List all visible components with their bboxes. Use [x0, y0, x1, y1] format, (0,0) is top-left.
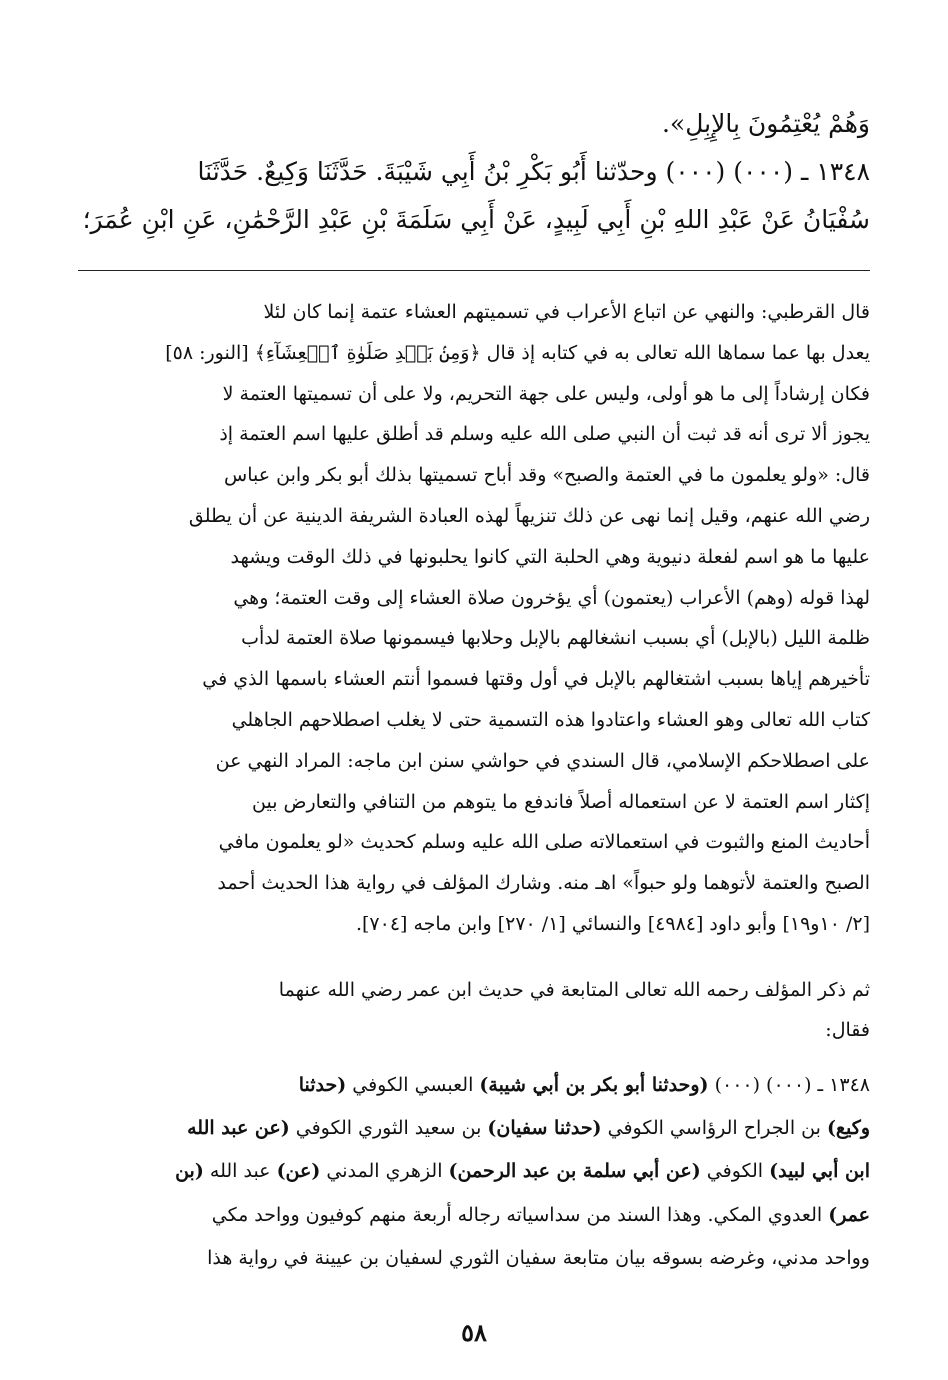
mention-line: فقال:	[825, 1019, 870, 1041]
quoted-narrator: عمر)	[828, 1203, 870, 1226]
hadith-line: وَهُمْ يُعْتِمُونَ بِالإِبِلِ».	[661, 109, 870, 138]
hadith-line: ١٣٤٨ ـ (٠٠٠) (٠٠٠) وحدّثنا أَبُو بَكْرِ بْنُ أَبِي شَيْبَةَ. حَدَّثَنَا وَكِيعٌ. حَدَّثَنَا	[197, 157, 870, 186]
commentary-line: يعدل بها عما سماها الله تعالى به في كتابه إذ قال ﴿وَمِنۢ بَعۡدِ صَلَوٰةِ ٱلۡعِشَآءِ﴾ [النور: ٥٨]	[165, 341, 870, 364]
commentary-line: قال: «ولو يعلمون ما في العتمة والصبح» وقد أباح تسميتها بذلك أبو بكر وابن عباس	[224, 464, 870, 487]
quoted-narrator: (وحدثنا أبو بكر بن أبي شيبة)	[479, 1074, 709, 1096]
quoted-narrator: (عن عبد الله	[187, 1117, 290, 1140]
commentary-line: أحاديث المنع والثبوت في استعمالاته صلى الله عليه وسلم كحديث «لو يعلمون مافي	[218, 831, 870, 854]
mutabaa-intro	[78, 970, 870, 1050]
commentary-line: قال القرطبي: والنهي عن اتباع الأعراب في تسميتهم العشاء عتمة إنما كان لئلا	[263, 301, 870, 323]
quoted-narrator: (بن	[175, 1160, 204, 1183]
commentary-line: يجوز ألا ترى أنه قد ثبت أن النبي صلى الله عليه وسلم قد أطلق عليها اسم العتمة إذ	[219, 423, 870, 446]
footnote-divider	[78, 270, 870, 271]
narrator-note: بن سعيد الثوري الكوفي	[289, 1117, 488, 1140]
commentary-line: فكان إرشاداً إلى ما هو أولى، وليس على جهة التحريم، ولا على أن تسميتها العتمة لا	[222, 382, 870, 405]
narrator-note: عبد الله	[203, 1160, 277, 1183]
hadith-line: سُفْيَانُ عَنْ عَبْدِ اللهِ بْنِ أَبِي لَبِيدٍ، عَنْ أَبِي سَلَمَةَ بْنِ عَبْدِ الرَّحْمَٰنِ، عَنِ ابْنِ عُمَرَ؛	[82, 205, 870, 234]
narrator-note: العبسي الكوفي	[346, 1074, 480, 1096]
sharh-line	[78, 1064, 870, 1107]
hadith-text	[78, 100, 870, 244]
commentary-line: [٢/ ١٠و١٩] وأبو داود [٤٩٨٤] والنسائي [١/ ٢٧٠] وابن ماجه [٧٠٤].	[355, 912, 870, 935]
commentary-line: رضي الله عنهم، وقيل إنما نهى عن ذلك تنزيهاً لهذه العبادة الشريفة الدينية عن أن يطلق	[188, 504, 870, 527]
sharh-line	[78, 1150, 870, 1193]
mention-line: ثم ذكر المؤلف رحمه الله تعالى المتابعة في حديث ابن عمر رضي الله عنهما	[278, 979, 870, 1001]
commentary-line: على اصطلاحكم الإسلامي، قال السندي في حواشي سنن ابن ماجه: المراد النهي عن	[215, 749, 870, 772]
quoted-narrator: (حدثنا سفيان)	[487, 1117, 602, 1140]
isnad-explanation	[78, 1064, 870, 1280]
sharh-line	[78, 1194, 870, 1237]
quoted-narrator: (عن)	[276, 1160, 321, 1183]
sharh-line	[78, 1107, 870, 1150]
sharh-line: وواحد مدني، وغرضه بسوقه بيان متابعة سفيان الثوري لسفيان بن عيينة في رواية هذا	[207, 1246, 870, 1269]
commentary-line: تأخيرهم إياها بسبب اشتغالهم بالإبل في أول وقتها فسموا أنتم العشاء باسمها الذي في	[202, 668, 870, 691]
commentary-line: عليها ما هو اسم لفعلة دنيوية وهي الحلبة التي كانوا يحلبونها في ذلك الوقت ويشهد	[230, 545, 870, 568]
narrator-note: العدوي المكي. وهذا السند من سداسياته رجاله أربعة منهم كوفيون وواحد مكي	[211, 1203, 829, 1226]
commentary-line: إكثار اسم العتمة لا عن استعماله أصلاً فاندفع ما يتوهم من التنافي والتعارض بين	[252, 790, 870, 813]
quoted-narrator: وكيع)	[826, 1117, 870, 1140]
narrator-note: الكوفي	[700, 1160, 770, 1183]
page-number: ٥٨	[461, 1318, 487, 1347]
book-page	[78, 0, 870, 1380]
narrator-note: الزهري المدني	[320, 1160, 449, 1183]
commentary-line: كتاب الله تعالى وهو العشاء واعتادوا هذه التسمية حتى لا يغلب اصطلاحهم الجاهلي	[231, 708, 870, 731]
quoted-narrator: (عن أبي سلمة بن عبد الرحمن)	[448, 1160, 701, 1183]
quoted-narrator: (حدثنا	[298, 1074, 347, 1096]
commentary-block	[78, 292, 870, 945]
hadith-number: ١٣٤٨ ـ (٠٠٠) (٠٠٠)	[708, 1074, 870, 1096]
commentary-line: ظلمة الليل (بالإبل) أي بسبب انشغالهم بالإبل وحلابها فيسمونها صلاة العتمة لدأب	[241, 627, 870, 650]
commentary-line: لهذا قوله (وهم) الأعراب (يعتمون) أي يؤخرون صلاة العشاء إلى وقت العتمة؛ وهي	[233, 586, 870, 609]
commentary-line: الصبح والعتمة لأتوهما ولو حبواً» اهـ منه. وشارك المؤلف في رواية هذا الحديث أحمد	[217, 872, 870, 895]
narrator-note: بن الجراح الرؤاسي الكوفي	[601, 1117, 827, 1140]
quoted-narrator: ابن أبي لبيد)	[769, 1160, 870, 1183]
